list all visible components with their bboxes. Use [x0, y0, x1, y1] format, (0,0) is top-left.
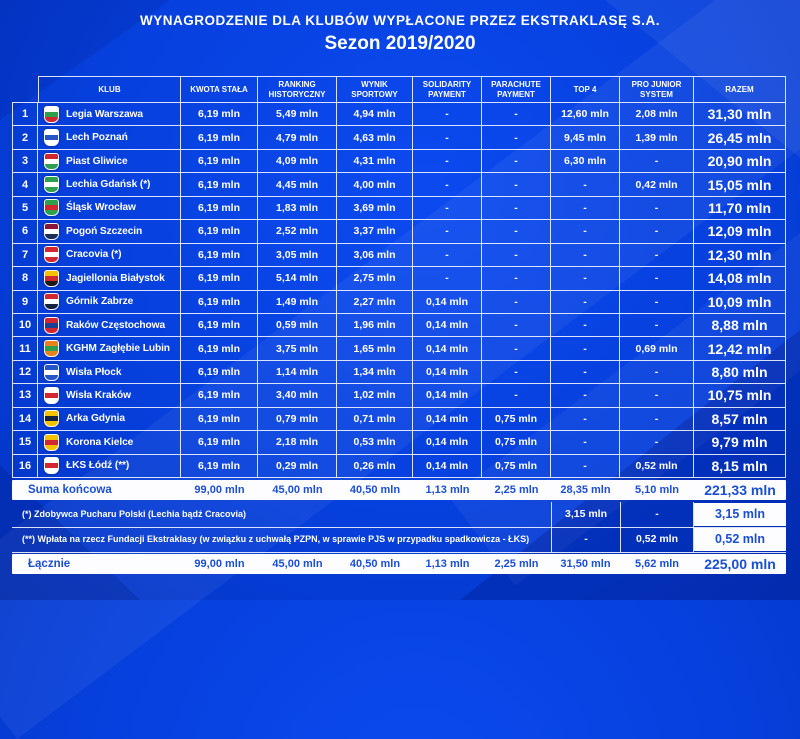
value-cell: 0,14 mln — [413, 431, 482, 454]
club-name: Piast Gliwice — [66, 155, 128, 167]
total-row — [12, 554, 786, 574]
club-name: Korona Kielce — [66, 436, 134, 448]
value-cell: 0,29 mln — [258, 455, 337, 478]
value-cell: 0,14 mln — [413, 384, 482, 407]
value-cell: 4,00 mln — [337, 173, 413, 196]
club-cell — [38, 361, 181, 384]
value-cell: - — [620, 314, 694, 337]
value-cell: - — [482, 103, 551, 126]
club-crest-icon — [44, 410, 59, 427]
club-crest-icon — [44, 317, 59, 334]
value-cell: 5,49 mln — [258, 103, 337, 126]
value-cell: 6,19 mln — [181, 408, 258, 431]
value-cell: 6,19 mln — [181, 126, 258, 149]
value-cell: 1,83 mln — [258, 197, 337, 220]
value-cell: 1,65 mln — [337, 337, 413, 360]
value-cell: - — [482, 384, 551, 407]
value-cell: - — [551, 408, 620, 431]
value-cell: - — [551, 173, 620, 196]
razem-cell: 8,80 mln — [694, 361, 786, 384]
value-cell: - — [413, 150, 482, 173]
value-cell: 0,79 mln — [258, 408, 337, 431]
value-cell: - — [620, 361, 694, 384]
value-cell: - — [413, 220, 482, 243]
club-cell — [38, 267, 181, 290]
value-cell: 6,19 mln — [181, 384, 258, 407]
club-name: Śląsk Wrocław — [66, 202, 136, 214]
summary-value-cell: 99,00 mln — [194, 558, 245, 570]
rank-cell: 16 — [12, 455, 38, 478]
value-cell: 6,19 mln — [181, 361, 258, 384]
value-cell: - — [551, 267, 620, 290]
summary-value-cell: 99,00 mln — [194, 484, 245, 496]
summary-razem-cell: 225,00 mln — [704, 556, 776, 572]
club-crest-icon — [44, 129, 59, 146]
footnote-pjs-cell: 0,52 mln — [620, 527, 694, 552]
rank-cell: 12 — [12, 361, 38, 384]
value-cell: 4,63 mln — [337, 126, 413, 149]
club-cell — [38, 455, 181, 478]
value-cell: - — [482, 220, 551, 243]
value-cell: 0,75 mln — [482, 408, 551, 431]
summary-label: Łącznie — [28, 558, 71, 570]
rank-cell: 14 — [12, 408, 38, 431]
value-cell: - — [620, 197, 694, 220]
rank-cell: 2 — [12, 126, 38, 149]
value-cell: 1,96 mln — [337, 314, 413, 337]
club-cell — [38, 408, 181, 431]
razem-cell: 12,30 mln — [694, 244, 786, 267]
club-crest-icon — [44, 293, 59, 310]
summary-value-cell: 40,50 mln — [349, 484, 401, 496]
value-cell: - — [482, 337, 551, 360]
value-cell: 6,19 mln — [181, 244, 258, 267]
club-cell — [38, 126, 181, 149]
rank-cell: 3 — [12, 150, 38, 173]
club-cell — [38, 173, 181, 196]
season-subtitle: Sezon 2019/2020 — [324, 33, 476, 54]
summary-value-cell: 40,50 mln — [349, 558, 401, 570]
value-cell: 6,19 mln — [181, 455, 258, 478]
club-cell — [38, 103, 181, 126]
col-header-8: RAZEM — [694, 76, 786, 103]
value-cell: 3,69 mln — [337, 197, 413, 220]
razem-cell: 11,70 mln — [694, 197, 786, 220]
value-cell: - — [482, 197, 551, 220]
footnote-top4-cell: - — [551, 527, 620, 552]
razem-cell: 26,45 mln — [694, 126, 786, 149]
club-name: Pogoń Szczecin — [66, 225, 143, 237]
footnote-pjs-cell: - — [620, 502, 694, 527]
value-cell: 6,19 mln — [181, 267, 258, 290]
value-cell: 4,09 mln — [258, 150, 337, 173]
value-cell: 12,60 mln — [551, 103, 620, 126]
value-cell: - — [482, 244, 551, 267]
razem-cell: 9,79 mln — [694, 431, 786, 454]
razem-cell: 12,09 mln — [694, 220, 786, 243]
rank-cell: 6 — [12, 220, 38, 243]
value-cell: 6,19 mln — [181, 173, 258, 196]
rank-cell: 1 — [12, 103, 38, 126]
footnote-row-cup-winner — [12, 502, 786, 528]
col-header-4: SOLIDARITY PAYMENT — [413, 76, 482, 103]
value-cell: 0,71 mln — [337, 408, 413, 431]
col-header-0: KLUB — [38, 76, 181, 103]
header-rank-cell — [12, 76, 38, 103]
razem-cell: 12,42 mln — [694, 337, 786, 360]
value-cell: - — [482, 361, 551, 384]
value-cell: 2,18 mln — [258, 431, 337, 454]
footnote-razem-cell: 3,15 mln — [694, 503, 786, 526]
value-cell: 6,19 mln — [181, 314, 258, 337]
razem-cell: 20,90 mln — [694, 150, 786, 173]
value-cell: 0,14 mln — [413, 408, 482, 431]
footnote-text: (*) Zdobywca Pucharu Polski (Lechia bądź Cracovia) — [22, 509, 247, 520]
summary-value-cell: 1,13 mln — [425, 484, 470, 496]
value-cell: - — [413, 126, 482, 149]
value-cell: - — [620, 384, 694, 407]
club-cell — [38, 220, 181, 243]
value-cell: 6,19 mln — [181, 103, 258, 126]
value-cell: 2,08 mln — [620, 103, 694, 126]
club-name: Arka Gdynia — [66, 413, 125, 425]
value-cell: 4,79 mln — [258, 126, 337, 149]
club-name: ŁKS Łódź (**) — [66, 460, 130, 472]
value-cell: - — [551, 455, 620, 478]
summary-value-cell: 31,50 mln — [560, 558, 611, 570]
summary-value-cell: 2,25 mln — [494, 558, 539, 570]
club-crest-icon — [44, 176, 59, 193]
value-cell: 3,75 mln — [258, 337, 337, 360]
club-crest-icon — [44, 434, 59, 451]
value-cell: - — [482, 173, 551, 196]
club-name: Legia Warszawa — [66, 108, 143, 120]
col-header-2: RANKING HISTORYCZNY — [258, 76, 337, 103]
value-cell: 2,75 mln — [337, 267, 413, 290]
value-cell: 0,42 mln — [620, 173, 694, 196]
value-cell: - — [482, 126, 551, 149]
value-cell: 1,14 mln — [258, 361, 337, 384]
value-cell: 3,40 mln — [258, 384, 337, 407]
value-cell: 3,05 mln — [258, 244, 337, 267]
value-cell: - — [551, 291, 620, 314]
club-name: Wisła Kraków — [66, 389, 131, 401]
value-cell: - — [551, 220, 620, 243]
razem-cell: 10,09 mln — [694, 291, 786, 314]
value-cell: 0,69 mln — [620, 337, 694, 360]
value-cell: - — [413, 197, 482, 220]
value-cell: - — [551, 384, 620, 407]
value-cell: 2,27 mln — [337, 291, 413, 314]
rank-cell: 11 — [12, 337, 38, 360]
value-cell: - — [551, 197, 620, 220]
club-name: Górnik Zabrze — [66, 296, 134, 308]
value-cell: - — [620, 220, 694, 243]
summary-row — [12, 480, 786, 500]
club-cell — [38, 150, 181, 173]
value-cell: 9,45 mln — [551, 126, 620, 149]
club-crest-icon — [44, 364, 59, 381]
value-cell: - — [620, 267, 694, 290]
value-cell: 0,14 mln — [413, 314, 482, 337]
summary-razem-cell: 221,33 mln — [704, 482, 776, 498]
summary-label: Suma końcowa — [28, 484, 112, 496]
value-cell: 4,94 mln — [337, 103, 413, 126]
razem-cell: 14,08 mln — [694, 267, 786, 290]
page-title: WYNAGRODZENIE DLA KLUBÓW WYPŁACONE PRZEZ EKSTRAKLASĘ S.A. — [140, 13, 660, 28]
club-crest-icon — [44, 153, 59, 170]
footnote-top4-cell: 3,15 mln — [551, 502, 620, 527]
rank-cell: 9 — [12, 291, 38, 314]
value-cell: 4,31 mln — [337, 150, 413, 173]
value-cell: 1,34 mln — [337, 361, 413, 384]
razem-cell: 8,88 mln — [694, 314, 786, 337]
value-cell: - — [620, 408, 694, 431]
razem-cell: 10,75 mln — [694, 384, 786, 407]
club-crest-icon — [44, 270, 59, 287]
value-cell: 3,06 mln — [337, 244, 413, 267]
value-cell: 0,26 mln — [337, 455, 413, 478]
col-header-1: KWOTA STAŁA — [181, 76, 258, 103]
rank-cell: 10 — [12, 314, 38, 337]
club-name: Lechia Gdańsk (*) — [66, 179, 151, 191]
club-name: Raków Częstochowa — [66, 319, 166, 331]
value-cell: 5,14 mln — [258, 267, 337, 290]
value-cell: - — [413, 267, 482, 290]
value-cell: - — [620, 150, 694, 173]
razem-cell: 31,30 mln — [694, 103, 786, 126]
club-crest-icon — [44, 223, 59, 240]
rank-cell: 15 — [12, 431, 38, 454]
rank-cell: 4 — [12, 173, 38, 196]
value-cell: 0,14 mln — [413, 337, 482, 360]
footnote-razem-cell: 0,52 mln — [694, 528, 786, 551]
club-crest-icon — [44, 106, 59, 123]
club-crest-icon — [44, 457, 59, 474]
value-cell: 6,19 mln — [181, 150, 258, 173]
value-cell: 1,39 mln — [620, 126, 694, 149]
rank-cell: 13 — [12, 384, 38, 407]
club-cell — [38, 431, 181, 454]
value-cell: - — [551, 244, 620, 267]
club-cell — [38, 384, 181, 407]
col-header-5: PARACHUTE PAYMENT — [482, 76, 551, 103]
summary-value-cell: 5,10 mln — [634, 484, 680, 496]
value-cell: 0,75 mln — [482, 455, 551, 478]
value-cell: - — [482, 291, 551, 314]
value-cell: 1,49 mln — [258, 291, 337, 314]
value-cell: 4,45 mln — [258, 173, 337, 196]
value-cell: - — [551, 337, 620, 360]
club-cell — [38, 337, 181, 360]
club-name: Cracovia (*) — [66, 249, 122, 261]
value-cell: 0,14 mln — [413, 455, 482, 478]
value-cell: - — [413, 173, 482, 196]
col-header-3: WYNIK SPORTOWY — [337, 76, 413, 103]
footnote-row-foundation — [12, 527, 786, 553]
value-cell: - — [620, 291, 694, 314]
value-cell: - — [551, 314, 620, 337]
value-cell: - — [482, 150, 551, 173]
salary-table — [12, 76, 786, 478]
club-cell — [38, 197, 181, 220]
razem-cell: 8,15 mln — [694, 455, 786, 478]
value-cell: 1,02 mln — [337, 384, 413, 407]
value-cell: 6,30 mln — [551, 150, 620, 173]
razem-cell: 8,57 mln — [694, 408, 786, 431]
value-cell: 3,37 mln — [337, 220, 413, 243]
value-cell: 0,14 mln — [413, 291, 482, 314]
summary-value-cell: 1,13 mln — [425, 558, 470, 570]
footnote-text: (**) Wpłata na rzecz Fundacji Ekstraklasy (w związku z uchwałą PZPN, w sprawie PJS w przypadku spadkowicza - ŁKS) — [22, 534, 530, 545]
value-cell: - — [620, 244, 694, 267]
summary-value-cell: 28,35 mln — [560, 484, 611, 496]
club-cell — [38, 291, 181, 314]
summary-value-cell: 45,00 mln — [272, 558, 323, 570]
club-crest-icon — [44, 387, 59, 404]
value-cell: - — [620, 431, 694, 454]
summary-value-cell: 5,62 mln — [634, 558, 680, 570]
value-cell: 2,52 mln — [258, 220, 337, 243]
rank-cell: 7 — [12, 244, 38, 267]
value-cell: - — [482, 314, 551, 337]
value-cell: 6,19 mln — [181, 431, 258, 454]
value-cell: - — [413, 244, 482, 267]
value-cell: - — [482, 267, 551, 290]
club-name: Wisła Płock — [66, 366, 122, 378]
value-cell: 6,19 mln — [181, 197, 258, 220]
value-cell: 0,14 mln — [413, 361, 482, 384]
club-name: KGHM Zagłębie Lubin — [66, 343, 170, 355]
club-name: Lech Poznań — [66, 132, 128, 144]
razem-cell: 15,05 mln — [694, 173, 786, 196]
value-cell: 6,19 mln — [181, 220, 258, 243]
club-name: Jagiellonia Białystok — [66, 272, 165, 284]
value-cell: 0,75 mln — [482, 431, 551, 454]
rank-cell: 8 — [12, 267, 38, 290]
club-crest-icon — [44, 246, 59, 263]
value-cell: - — [551, 361, 620, 384]
value-cell: - — [551, 431, 620, 454]
club-cell — [38, 314, 181, 337]
club-crest-icon — [44, 340, 59, 357]
summary-value-cell: 2,25 mln — [494, 484, 539, 496]
value-cell: 6,19 mln — [181, 337, 258, 360]
col-header-7: PRO JUNIOR SYSTEM — [620, 76, 694, 103]
value-cell: 0,53 mln — [337, 431, 413, 454]
value-cell: 0,52 mln — [620, 455, 694, 478]
summary-value-cell: 45,00 mln — [272, 484, 323, 496]
value-cell: 6,19 mln — [181, 291, 258, 314]
club-crest-icon — [44, 199, 59, 216]
rank-cell: 5 — [12, 197, 38, 220]
col-header-6: TOP 4 — [551, 76, 620, 103]
value-cell: - — [413, 103, 482, 126]
club-cell — [38, 244, 181, 267]
value-cell: 0,59 mln — [258, 314, 337, 337]
